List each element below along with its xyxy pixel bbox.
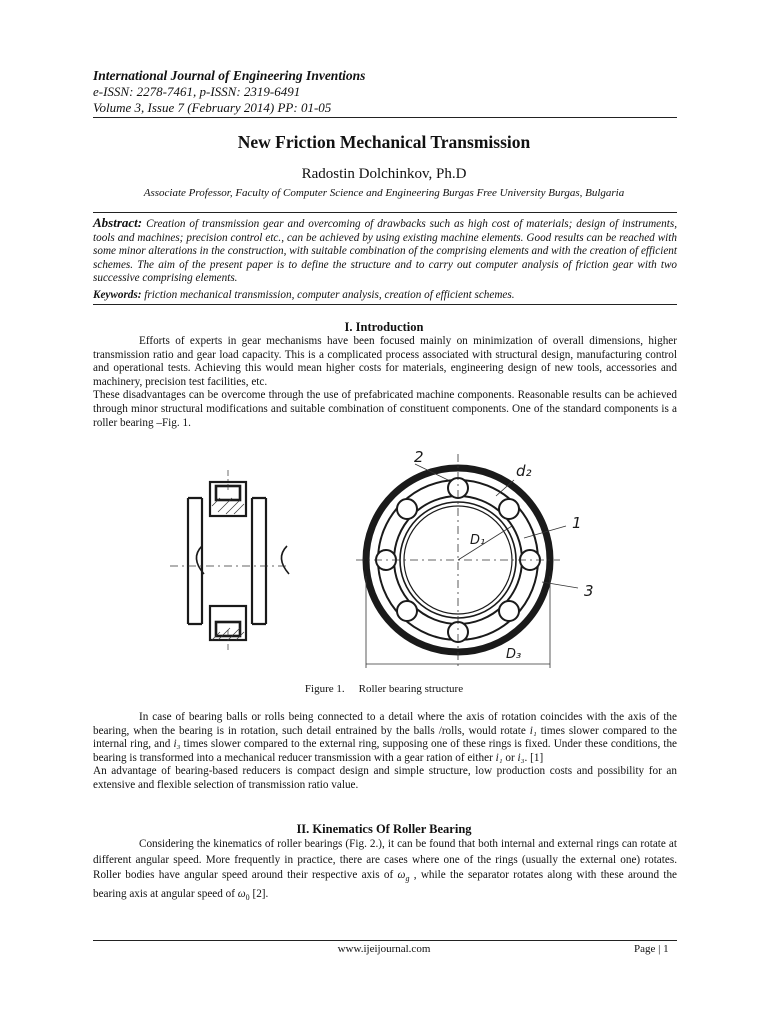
figure-1-caption (0, 683, 768, 695)
omega-g-symbol: ω (397, 869, 406, 881)
author-name: Radostin Dolchinkov, Ph.D (301, 166, 467, 182)
journal-volume: Volume 3, Issue 7 (February 2014) PP: 01-05 (93, 100, 332, 115)
bearing-paragraph-2: An advantage of bearing-based reducers is compact design and simple structure, low production costs and possibility for an extensive and flexible selection of transmission ratio value. (93, 765, 677, 791)
omega-0-symbol: ω (237, 887, 246, 900)
journal-name: International Journal of Engineering Inventions (93, 68, 366, 83)
keywords-label: Keywords: (93, 289, 142, 301)
abstract-rule-bottom (93, 304, 677, 305)
roller-bearing-figure (160, 446, 610, 678)
bearing-paragraph-1: In case of bearing balls or rolls being connected to a detail where the axis of rotation coincides with the axis of the bearing, when the bearing is in rotation, such detail entrained by the balls /rolls, would rotate i₁ times slower compared to the internal ring, and i₃ times slower compared to the external ring, supposing one of these rings is fixed. Under these conditions, the bearing is transformed into a mechanical reducer transmission with a gear ration of either i₁ or i₃. [1] (93, 711, 678, 764)
figure-1-number: Figure 1. (304, 683, 345, 695)
page-number: Page | 1 (634, 943, 669, 955)
journal-header (93, 68, 693, 116)
label-3: 3 (584, 582, 594, 600)
label-1: 1 (572, 514, 582, 532)
bearing-paragraphs (93, 711, 677, 793)
intro-paragraph-2: These disadvantages can be overcome through the use of prefabricated machine components. Reasonable results can be achieved through minor structural modifications and suitable combination of constituent components. One of the standard components is a roller bearing –Fig. 1. (93, 389, 677, 429)
section-heading-introduction: I. Introduction (344, 320, 424, 334)
abstract-text: Creation of transmission gear and overcoming of drawbacks such as high cost of materials; design of instruments, tools and machines; precision control etc., can be achieved by using existing machine elements. Good results can be reached with some minor alterations in the construction, with suitable combination of the comprising elements and with the creation of efficient schemes. The aim of the present paper is to define the structure and to carry out computer analysis of friction gear with two successive comprising elements. (93, 218, 677, 285)
figure-1-title: Roller bearing structure (358, 683, 464, 695)
abstract-rule-top (93, 212, 677, 213)
keywords (93, 289, 677, 303)
kinematics-body (93, 837, 677, 905)
shaft-break-right (281, 546, 289, 574)
kinematics-paragraph-1: Considering the kinematics of roller bearings (Fig. 2.), it can be found that both internal and external rings can rotate at different angular speed. More frequently in practice, there are cases where one of the rings (usually the external one) rotates. Roller bodies have angular speed around their respective axis of $\omega_g$ , while the separator rotates along with these around the bearing axis at angular speed of $\omega_0$ [2]. (93, 838, 678, 902)
intro-paragraph-1: Efforts of experts in gear mechanisms have been focused mainly on minimization of overall dimensions, higher transmission ratio and gear load capacity. This is a complicated process associated with structural design, manufacturing control and operational tests. Achieving this would mean higher costs for materials, engineering design of new tools, accessories and machinery, precision test facilities, etc. (93, 335, 677, 388)
footer-rule (93, 940, 677, 941)
label-d2: d₂ (516, 462, 532, 480)
label-D1: D₁ (470, 533, 486, 548)
shaft-right-step (252, 498, 266, 624)
abstract (93, 216, 677, 286)
journal-issn: e-ISSN: 2278-7461, p-ISSN: 2319-6491 (93, 84, 301, 99)
header-rule (93, 117, 677, 118)
keywords-text: friction mechanical transmission, computer analysis, creation of efficient schemes. (144, 289, 515, 301)
section-heading-kinematics: II. Kinematics Of Roller Bearing (296, 822, 472, 836)
introduction-body (93, 335, 677, 430)
label-2: 2 (414, 448, 424, 466)
author-affiliation: Associate Professor, Faculty of Computer Science and Engineering Burgas Free University Burgas, Bulgaria (143, 187, 625, 199)
label-D3: D₃ (506, 647, 522, 662)
paper-title: New Friction Mechanical Transmission (237, 132, 531, 152)
abstract-label: Abstract: (93, 215, 143, 230)
footer-url[interactable]: www.ijeijournal.com (337, 943, 431, 955)
shaft-left-step (188, 498, 202, 624)
